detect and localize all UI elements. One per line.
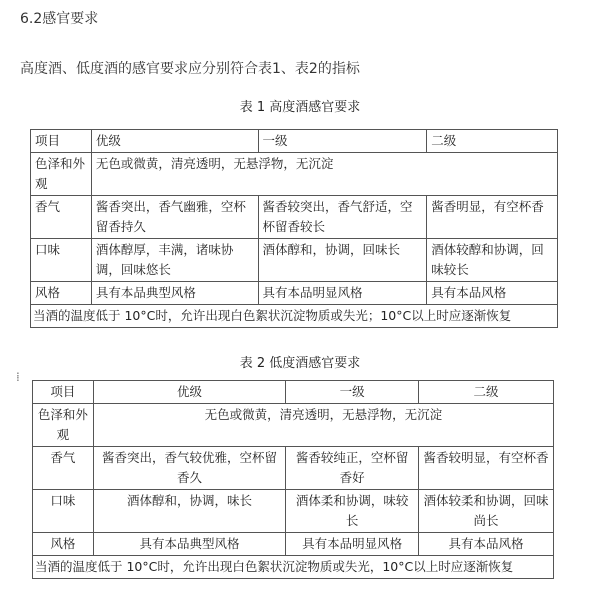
row-label: 香气 (31, 196, 92, 239)
table-cell: 酒体较柔和协调，回味尚长 (419, 490, 554, 533)
table-row (33, 447, 554, 490)
header-excellent: 优级 (93, 381, 286, 404)
table-row (31, 196, 558, 239)
header-item: 项目 (33, 381, 94, 404)
table1 (30, 129, 558, 328)
row-label: 风格 (31, 282, 92, 305)
table-note: 当酒的温度低于 10°C时，允许出现白色絮状沉淀物质或失光；10°C以上时应逐渐恢复 (31, 305, 558, 328)
table-header-row (31, 130, 558, 153)
table2-caption: 表 2 低度酒感官要求 (239, 356, 361, 371)
intro-paragraph: 高度酒、低度酒的感官要求应分别符合表1、表2的指标 (20, 61, 360, 77)
table-header-row (33, 381, 554, 404)
table-cell: 具有本品风格 (427, 282, 558, 305)
table-cell: 酱香较纯正，空杯留香好 (286, 447, 419, 490)
table-cell: 酒体醇和，协调，回味长 (258, 239, 427, 282)
table-row (31, 282, 558, 305)
table-cell: 酱香明显，有空杯香 (427, 196, 558, 239)
table-row (31, 153, 558, 196)
table-cell: 具有本品典型风格 (93, 533, 286, 556)
header-excellent: 优级 (91, 130, 258, 153)
table-row (33, 404, 554, 447)
table-cell: 酒体较醇和协调，回味较长 (427, 239, 558, 282)
header-first-grade: 一级 (258, 130, 427, 153)
table-row (33, 533, 554, 556)
table1-caption: 表 1 高度酒感官要求 (239, 100, 361, 115)
table-cell: 酱香较突出，香气舒适，空杯留香较长 (258, 196, 427, 239)
row-label: 色泽和外观 (31, 153, 92, 196)
merged-cell: 无色或微黄，清亮透明，无悬浮物，无沉淀 (91, 153, 557, 196)
row-label: 口味 (31, 239, 92, 282)
table-cell: 酒体柔和协调，味较长 (286, 490, 419, 533)
table-cell: 具有本品明显风格 (286, 533, 419, 556)
table-cell: 酱香较明显，有空杯香 (419, 447, 554, 490)
table-cell: 酒体醇和，协调，味长 (93, 490, 286, 533)
header-item: 项目 (31, 130, 92, 153)
row-label: 香气 (33, 447, 94, 490)
merged-cell: 无色或微黄，清亮透明，无悬浮物，无沉淀 (93, 404, 553, 447)
table-cell: 酱香突出，香气较优雅，空杯留香久 (93, 447, 286, 490)
table2 (32, 380, 554, 579)
table-note-row (33, 556, 554, 579)
row-label: 口味 (33, 490, 94, 533)
row-label: 风格 (33, 533, 94, 556)
table-cell: 具有本品典型风格 (91, 282, 258, 305)
header-first-grade: 一级 (286, 381, 419, 404)
table-cell: 具有本品明显风格 (258, 282, 427, 305)
table-cell: 酱香突出，香气幽雅，空杯留香持久 (91, 196, 258, 239)
section-title: 6.2感官要求 (20, 11, 99, 27)
text-cursor: ⁞ (16, 370, 20, 384)
header-second-grade: 二级 (427, 130, 558, 153)
table-cell: 具有本品风格 (419, 533, 554, 556)
table-note: 当酒的温度低于 10°C时，允许出现白色絮状沉淀物质或失光，10°C以上时应逐渐恢复 (33, 556, 554, 579)
table-row (33, 490, 554, 533)
row-label: 色泽和外观 (33, 404, 94, 447)
table-cell: 酒体醇厚，丰满，诸味协调，回味悠长 (91, 239, 258, 282)
header-second-grade: 二级 (419, 381, 554, 404)
table-note-row (31, 305, 558, 328)
table-row (31, 239, 558, 282)
